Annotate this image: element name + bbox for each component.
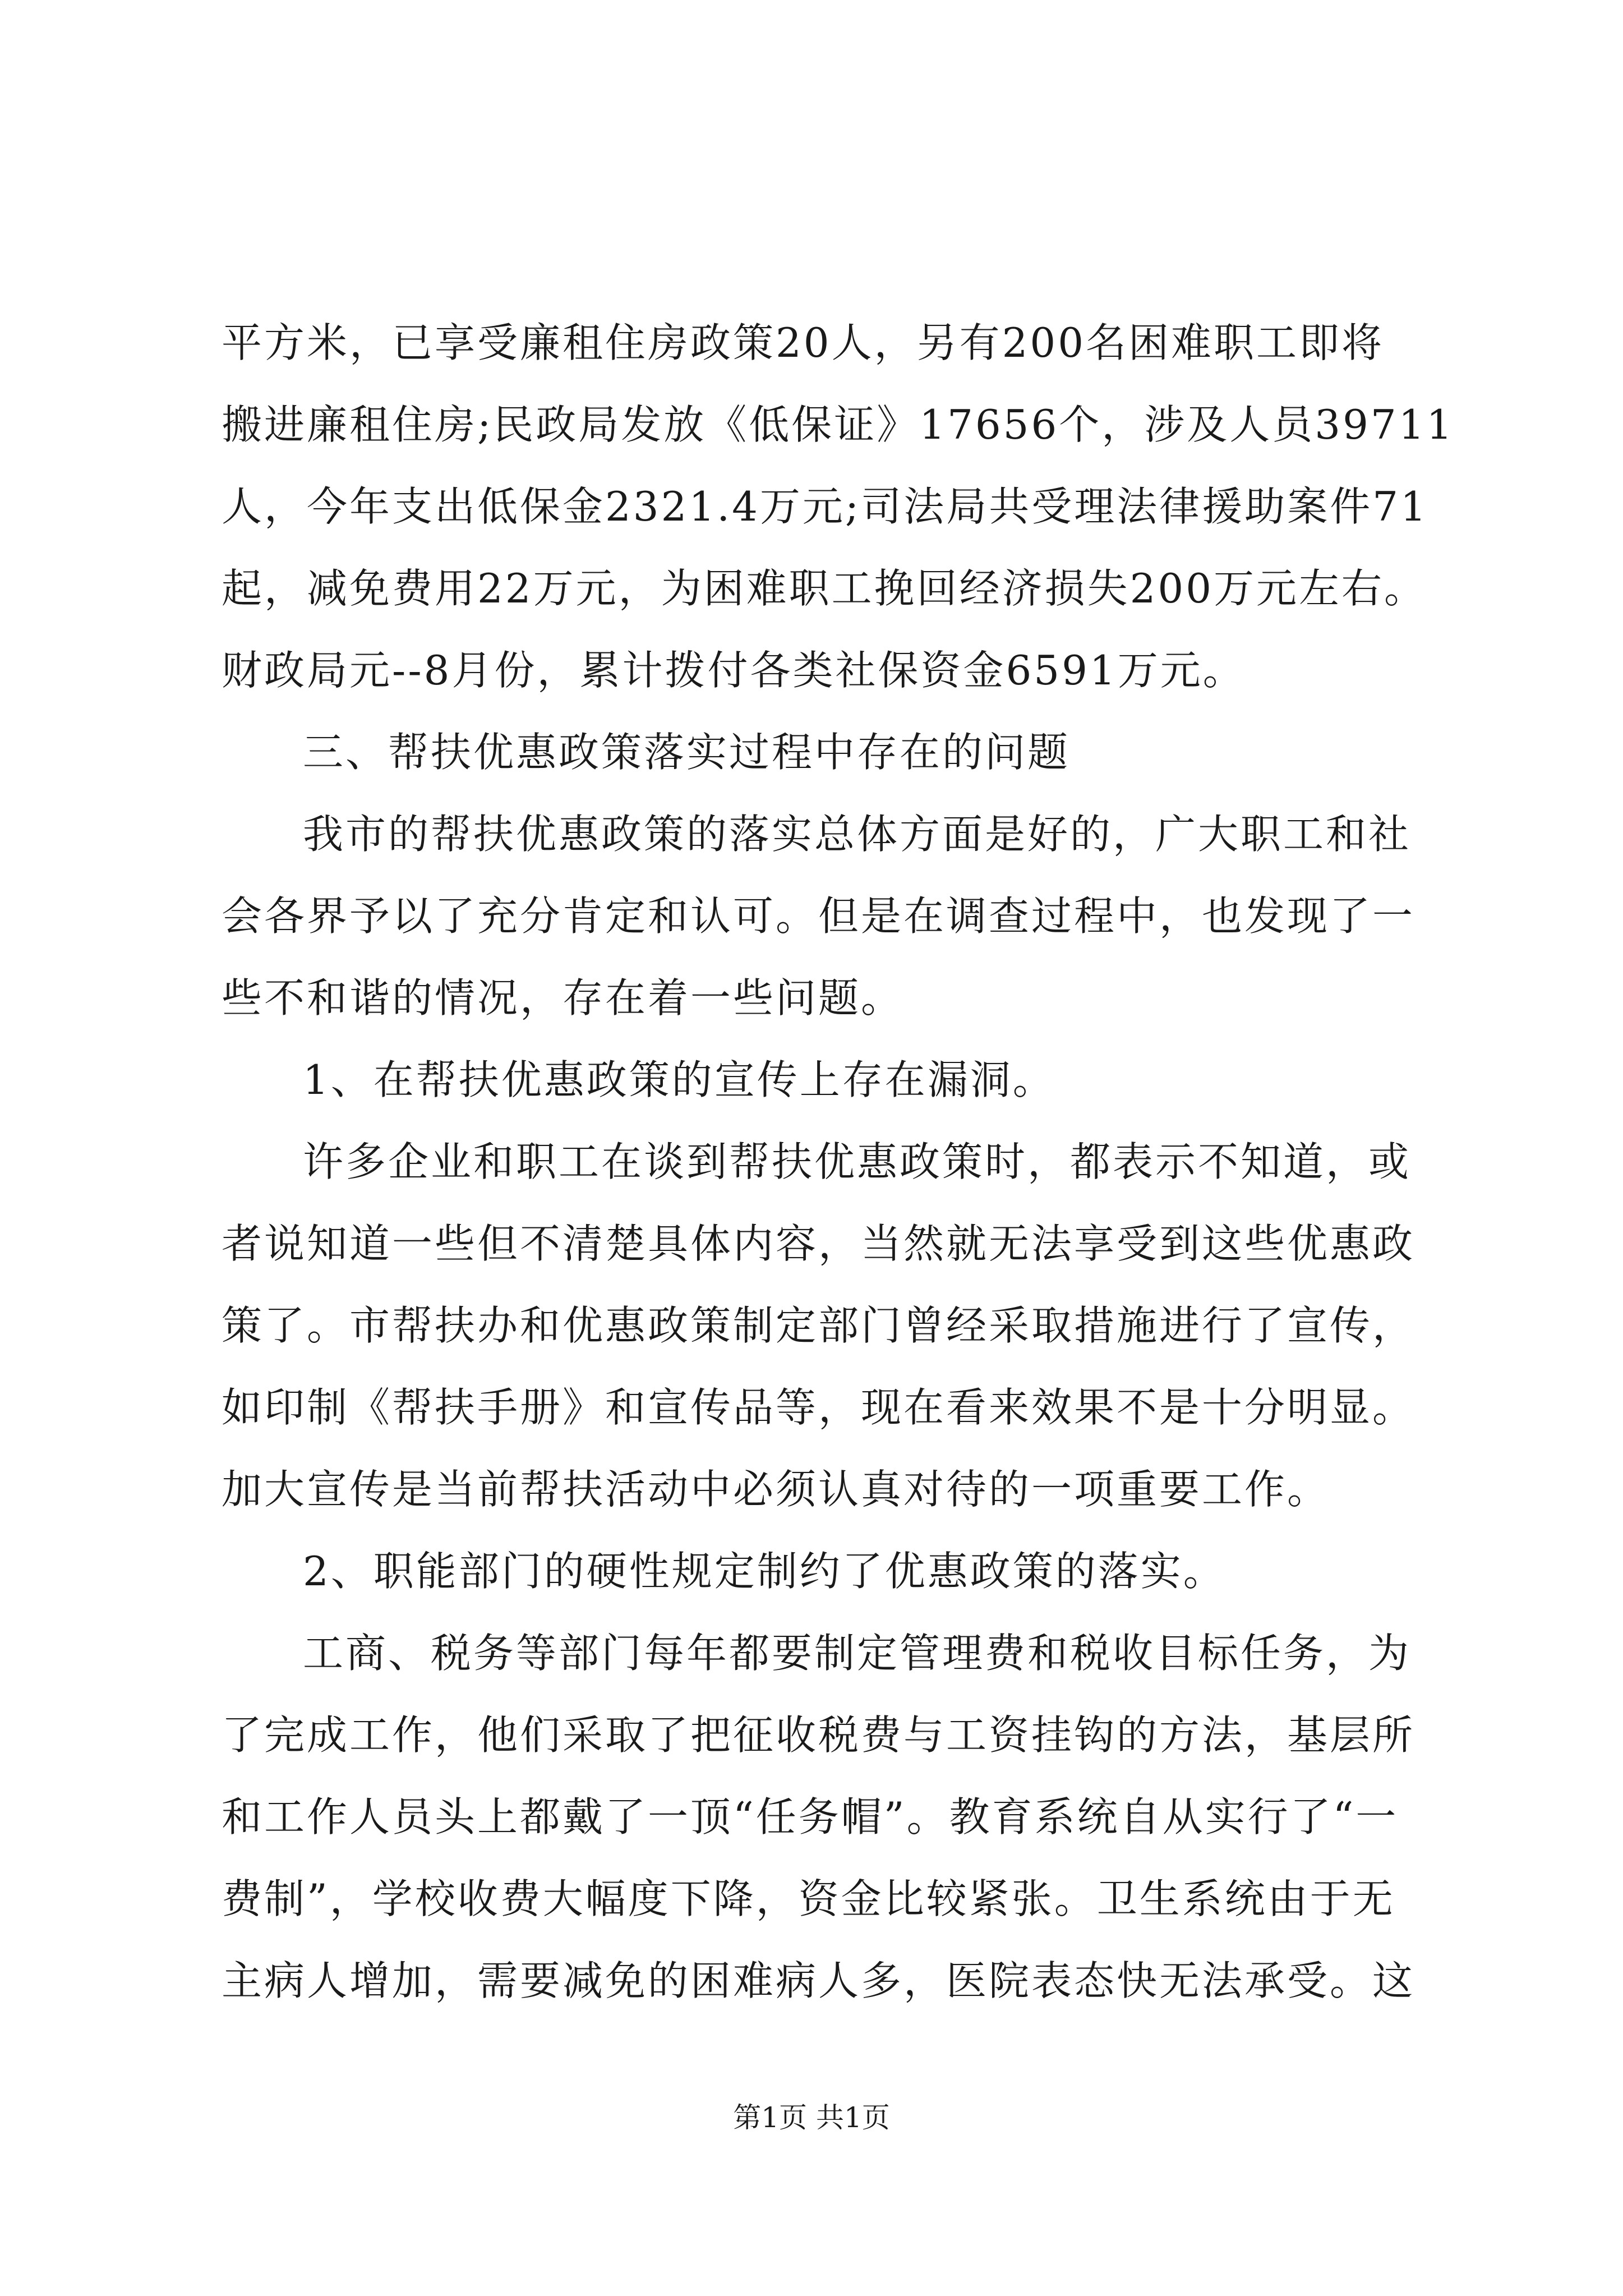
text-line: 加大宣传是当前帮扶活动中必须认真对待的一项重要工作。 bbox=[222, 1466, 1330, 1513]
text-line: 起，减免费用22万元，为困难职工挽回经济损失200万元左右。 bbox=[222, 565, 1427, 612]
text-line: 者说知道一些但不清楚具体内容，当然就无法享受到这些优惠政 bbox=[222, 1220, 1415, 1267]
section-heading: 三、帮扶优惠政策落实过程中存在的问题 bbox=[303, 729, 1071, 776]
text-line: 平方米，已享受廉租住房政策20人，另有200名困难职工即将 bbox=[222, 319, 1385, 366]
text-line: 搬进廉租住房;民政局发放《低保证》17656个，涉及人员39711 bbox=[222, 401, 1455, 448]
subsection-heading: 1、在帮扶优惠政策的宣传上存在漏洞。 bbox=[303, 1056, 1055, 1103]
text-line: 费制”，学校收费大幅度下降，资金比较紧张。卫生系统由于无 bbox=[222, 1875, 1395, 1922]
text-line: 财政局元--8月份，累计拨付各类社保资金6591万元。 bbox=[222, 647, 1246, 694]
paragraph-start: 许多企业和职工在谈到帮扶优惠政策时，都表示不知道，或 bbox=[303, 1138, 1412, 1185]
page-footer: 第1页 共1页 bbox=[733, 2101, 890, 2134]
paragraph-start: 我市的帮扶优惠政策的落实总体方面是好的，广大职工和社 bbox=[303, 811, 1412, 858]
text-line: 主病人增加，需要减免的困难病人多，医院表态快无法承受。这 bbox=[222, 1957, 1415, 2004]
text-line: 和工作人员头上都戴了一顶“任务帽”。教育系统自从实行了“一 bbox=[222, 1793, 1399, 1841]
text-line: 了完成工作，他们采取了把征收税费与工资挂钩的方法，基层所 bbox=[222, 1711, 1415, 1759]
document-body bbox=[222, 302, 1455, 2022]
text-line: 些不和谐的情况，存在着一些问题。 bbox=[222, 974, 904, 1022]
subsection-heading: 2、职能部门的硬性规定制约了优惠政策的落实。 bbox=[303, 1548, 1226, 1595]
text-line: 会各界予以了充分肯定和认可。但是在调查过程中，也发现了一 bbox=[222, 892, 1415, 940]
text-line: 人，今年支出低保金2321.4万元;司法局共受理法律援助案件71 bbox=[222, 483, 1428, 530]
text-line: 策了。市帮扶办和优惠政策制定部门曾经采取措施进行了宣传， bbox=[222, 1302, 1415, 1349]
paragraph-start: 工商、税务等部门每年都要制定管理费和税收目标任务，为 bbox=[303, 1630, 1412, 1677]
text-line: 如印制《帮扶手册》和宣传品等，现在看来效果不是十分明显。 bbox=[222, 1384, 1415, 1431]
